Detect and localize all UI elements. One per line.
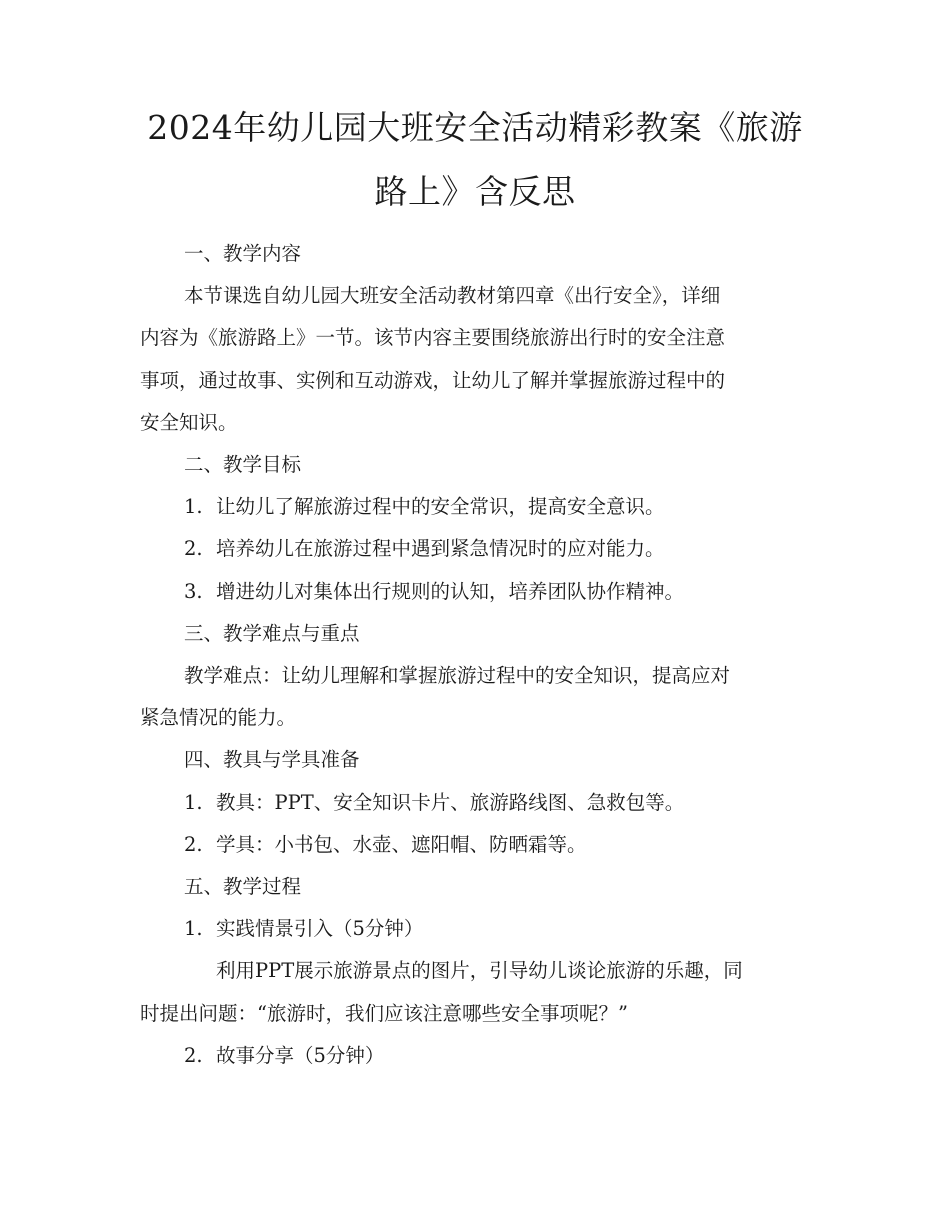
list-text: 教具：PPT、安全知识卡片、旅游路线图、急救包等。 (216, 790, 685, 814)
paragraph-line: 利用PPT展示旅游景点的图片，引导幼儿谈论旅游的乐趣，同 (216, 959, 743, 983)
section-heading-difficulty: 三、教学难点与重点 (184, 621, 360, 645)
list-item (140, 571, 810, 613)
list-text: 实践情景引入（5分钟） (216, 917, 424, 941)
paragraph-line: 内容为《旅游路上》一节。该节内容主要围绕旅游出行时的安全注意 (140, 326, 726, 350)
paragraph-line: 教学难点：让幼儿理解和掌握旅游过程中的安全知识，提高应对 (184, 664, 731, 688)
list-number: 1. (184, 917, 203, 941)
paragraph-content (140, 275, 810, 444)
process-step (140, 1035, 810, 1077)
paragraph-line: 时提出问题：“旅游时，我们应该注意哪些安全事项呢？” (140, 1001, 628, 1025)
list-number: 3. (184, 579, 203, 603)
paragraph-line: 安全知识。 (140, 410, 238, 434)
list-item (140, 824, 810, 866)
list-text: 让幼儿了解旅游过程中的安全常识，提高安全意识。 (216, 495, 665, 519)
paragraph-step1 (140, 950, 810, 1034)
document-title (140, 96, 810, 224)
section-heading-content: 一、教学内容 (184, 242, 302, 265)
paragraph-line: 紧急情况的能力。 (140, 706, 297, 730)
list-number: 2. (184, 832, 203, 856)
paragraph-line: 本节课选自幼儿园大班安全活动教材第四章《出行安全》，详细 (184, 284, 721, 308)
list-item (140, 528, 810, 570)
process-step (140, 908, 810, 950)
section-heading-materials: 四、教具与学具准备 (184, 748, 360, 772)
list-number: 2. (184, 537, 203, 561)
section-heading-process: 五、教学过程 (184, 875, 302, 899)
section-heading-goals: 二、教学目标 (184, 453, 302, 477)
list-text: 培养幼儿在旅游过程中遇到紧急情况时的应对能力。 (216, 537, 665, 561)
list-item (140, 486, 810, 528)
list-number: 1. (184, 495, 203, 519)
paragraph-line: 事项，通过故事、实例和互动游戏，让幼儿了解并掌握旅游过程中的 (140, 368, 726, 392)
title-line-1: 2024年幼儿园大班安全活动精彩教案《旅游 (147, 108, 803, 147)
list-text: 增进幼儿对集体出行规则的认知，培养团队协作精神。 (216, 579, 685, 603)
list-text: 学具：小书包、水壶、遮阳帽、防晒霜等。 (216, 832, 587, 856)
list-text: 故事分享（5分钟） (216, 1043, 385, 1067)
document-body (140, 233, 810, 1077)
list-number: 2. (184, 1043, 203, 1067)
title-line-2: 路上》含反思 (374, 172, 576, 211)
paragraph-difficulty (140, 655, 810, 739)
list-item (140, 782, 810, 824)
list-number: 1. (184, 790, 203, 814)
